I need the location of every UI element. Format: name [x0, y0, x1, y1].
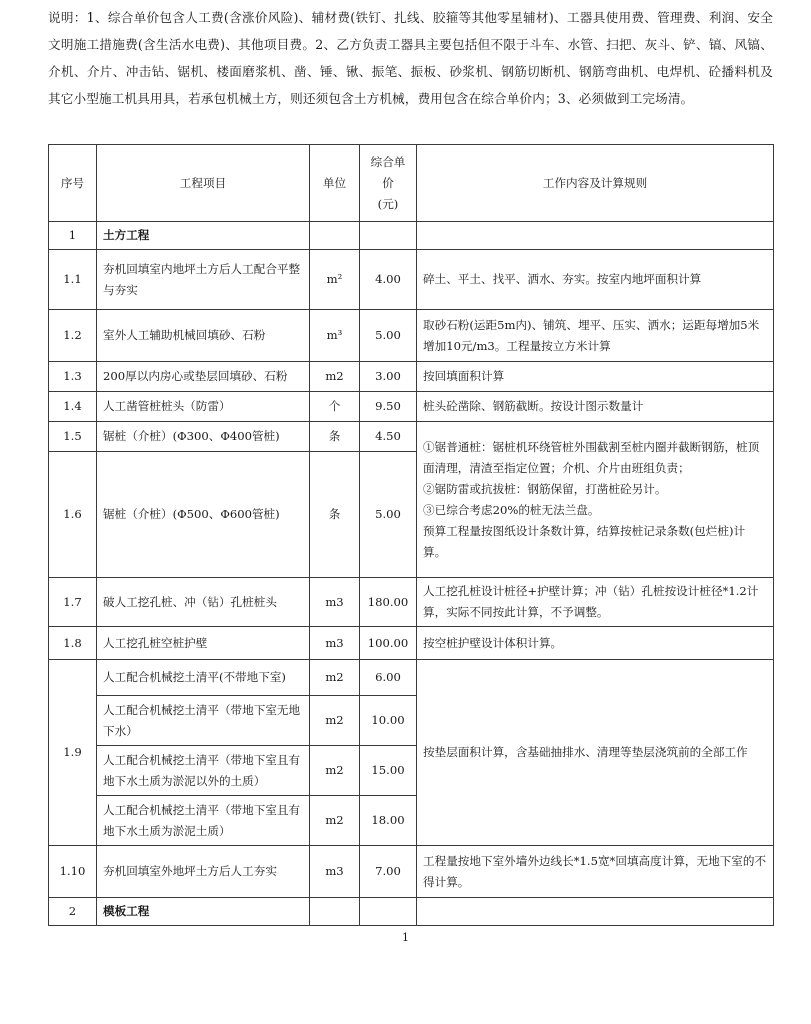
table-row — [49, 660, 774, 696]
row-seq: 1.6 — [49, 452, 97, 578]
row-item: 锯桩（介桩）(Φ300、Φ400管桩) — [97, 422, 310, 452]
row-price: 15.00 — [360, 746, 417, 796]
section-seq: 2 — [49, 898, 97, 926]
header-desc: 工作内容及计算规则 — [417, 145, 774, 222]
row-seq: 1.7 — [49, 578, 97, 627]
explanatory-note: 说明：1、综合单价包含人工费(含涨价风险)、辅材费(铁钉、扎线、胶箍等其他零星辅材)、工器具使用费、管理费、利润、安全文明施工措施费(含生活水电费)、其他项目费。2、乙方负责工器具主要包括但不限于斗车、水管、扫把、灰斗、铲、镐、风镐、介机、介片、冲击钻、锯机、楼面磨浆机、凿、锤、锹、振笔、振板、砂浆机、钢筋切断机、钢筋弯曲机、电焊机、砼播料机及其它小型施工机具用具，若承包机械土方，则还须包含土方机械，费用包含在综合单价内；3、必须做到工完场清。 — [48, 10, 773, 106]
row-unit: m3 — [310, 846, 360, 898]
row-unit: 条 — [310, 422, 360, 452]
pricing-table — [48, 144, 774, 926]
row-item: 人工配合机械挖土清平(不带地下室) — [97, 660, 310, 696]
row-seq: 1.2 — [49, 310, 97, 362]
row-item: 夯机回填室外地坪土方后人工夯实 — [97, 846, 310, 898]
table-row — [49, 362, 774, 392]
table-row — [49, 310, 774, 362]
section-row — [49, 222, 774, 250]
table-row — [49, 392, 774, 422]
row-desc: 桩头砼凿除、钢筋截断。按设计图示数量计 — [417, 392, 774, 422]
row-desc: 按空桩护壁设计体积计算。 — [417, 627, 774, 660]
row-seq: 1.1 — [49, 250, 97, 310]
section-title: 土方工程 — [97, 222, 310, 250]
row-price: 9.50 — [360, 392, 417, 422]
desc-line: ②锯防雷或抗拔桩：钢筋保留，打凿桩砼另计。 — [423, 481, 667, 496]
row-desc: 人工挖孔桩设计桩径+护壁计算；冲（钻）孔桩按设计桩径*1.2计算，实际不同按此计算，不予调整。 — [417, 578, 774, 627]
table-row — [49, 627, 774, 660]
table-row — [49, 846, 774, 898]
row-seq: 1.10 — [49, 846, 97, 898]
section-title: 模板工程 — [97, 898, 310, 926]
row-item: 破人工挖孔桩、冲（钻）孔桩桩头 — [97, 578, 310, 627]
row-item: 锯桩（介桩）(Φ500、Φ600管桩) — [97, 452, 310, 578]
row-item: 人工配合机械挖土清平（带地下室无地下水） — [97, 696, 310, 746]
section-seq: 1 — [49, 222, 97, 250]
row-desc: 取砂石粉(运距5m内)、铺筑、埋平、压实、洒水；运距每增加5米增加10元/m3。工程量按立方米计算 — [417, 310, 774, 362]
row-item: 室外人工辅助机械回填砂、石粉 — [97, 310, 310, 362]
page-number: 1 — [402, 931, 409, 944]
row-desc-merged — [417, 422, 774, 578]
row-unit: m³ — [310, 310, 360, 362]
row-price: 3.00 — [360, 362, 417, 392]
header-unit: 单位 — [310, 145, 360, 222]
row-unit: 条 — [310, 452, 360, 578]
row-price: 180.00 — [360, 578, 417, 627]
row-unit: m3 — [310, 627, 360, 660]
row-unit: 个 — [310, 392, 360, 422]
row-seq: 1.3 — [49, 362, 97, 392]
row-item: 200厚以内房心或垫层回填砂、石粉 — [97, 362, 310, 392]
row-desc: 按回填面积计算 — [417, 362, 774, 392]
desc-line: ③已综合考虑20%的桩无法兰盘。 — [423, 502, 600, 517]
row-unit: m2 — [310, 362, 360, 392]
header-price — [360, 145, 417, 222]
desc-line: 预算工程量按图纸设计条数计算，结算按桩记录条数(包烂桩)计算。 — [423, 523, 746, 559]
table-row — [49, 578, 774, 627]
row-desc: 工程量按地下室外墙外边线长*1.5宽*回填高度计算，无地下室的不得计算。 — [417, 846, 774, 898]
row-unit: m2 — [310, 696, 360, 746]
row-item: 人工配合机械挖土清平（带地下室且有地下水土质为淤泥以外的土质） — [97, 746, 310, 796]
header-price-line3: (元) — [377, 196, 399, 211]
row-unit: m3 — [310, 578, 360, 627]
header-price-line2: 价 — [382, 175, 394, 190]
row-price: 4.50 — [360, 422, 417, 452]
row-price: 18.00 — [360, 796, 417, 846]
row-desc: 碎土、平土、找平、洒水、夯实。按室内地坪面积计算 — [417, 250, 774, 310]
row-price: 7.00 — [360, 846, 417, 898]
row-item: 人工挖孔桩空桩护壁 — [97, 627, 310, 660]
header-item: 工程项目 — [97, 145, 310, 222]
header-price-line1: 综合单 — [370, 154, 406, 169]
desc-line: ①锯普通桩：锯桩机环绕管桩外围截割至桩内圈并截断钢筋，桩顶面清理，清渣至指定位置；介机、介片由班组负责； — [423, 439, 760, 475]
section-row — [49, 898, 774, 926]
row-price: 6.00 — [360, 660, 417, 696]
row-price: 5.00 — [360, 310, 417, 362]
row-price: 100.00 — [360, 627, 417, 660]
row-unit: m2 — [310, 796, 360, 846]
row-price: 10.00 — [360, 696, 417, 746]
row-desc-merged: 按垫层面积计算，含基础抽排水、清理等垫层浇筑前的全部工作 — [417, 660, 774, 846]
table-header-row — [49, 145, 774, 222]
row-seq: 1.5 — [49, 422, 97, 452]
row-seq: 1.8 — [49, 627, 97, 660]
row-unit: m2 — [310, 746, 360, 796]
table-row — [49, 422, 774, 452]
row-unit: m2 — [310, 660, 360, 696]
row-seq: 1.4 — [49, 392, 97, 422]
row-price: 5.00 — [360, 452, 417, 578]
row-item: 人工配合机械挖土清平（带地下室且有地下水土质为淤泥土质） — [97, 796, 310, 846]
row-item: 人工凿管桩桩头（防雷） — [97, 392, 310, 422]
row-seq: 1.9 — [49, 660, 97, 846]
header-seq: 序号 — [49, 145, 97, 222]
table-row — [49, 250, 774, 310]
row-price: 4.00 — [360, 250, 417, 310]
row-item: 夯机回填室内地坪土方后人工配合平整与夯实 — [97, 250, 310, 310]
row-unit: m² — [310, 250, 360, 310]
